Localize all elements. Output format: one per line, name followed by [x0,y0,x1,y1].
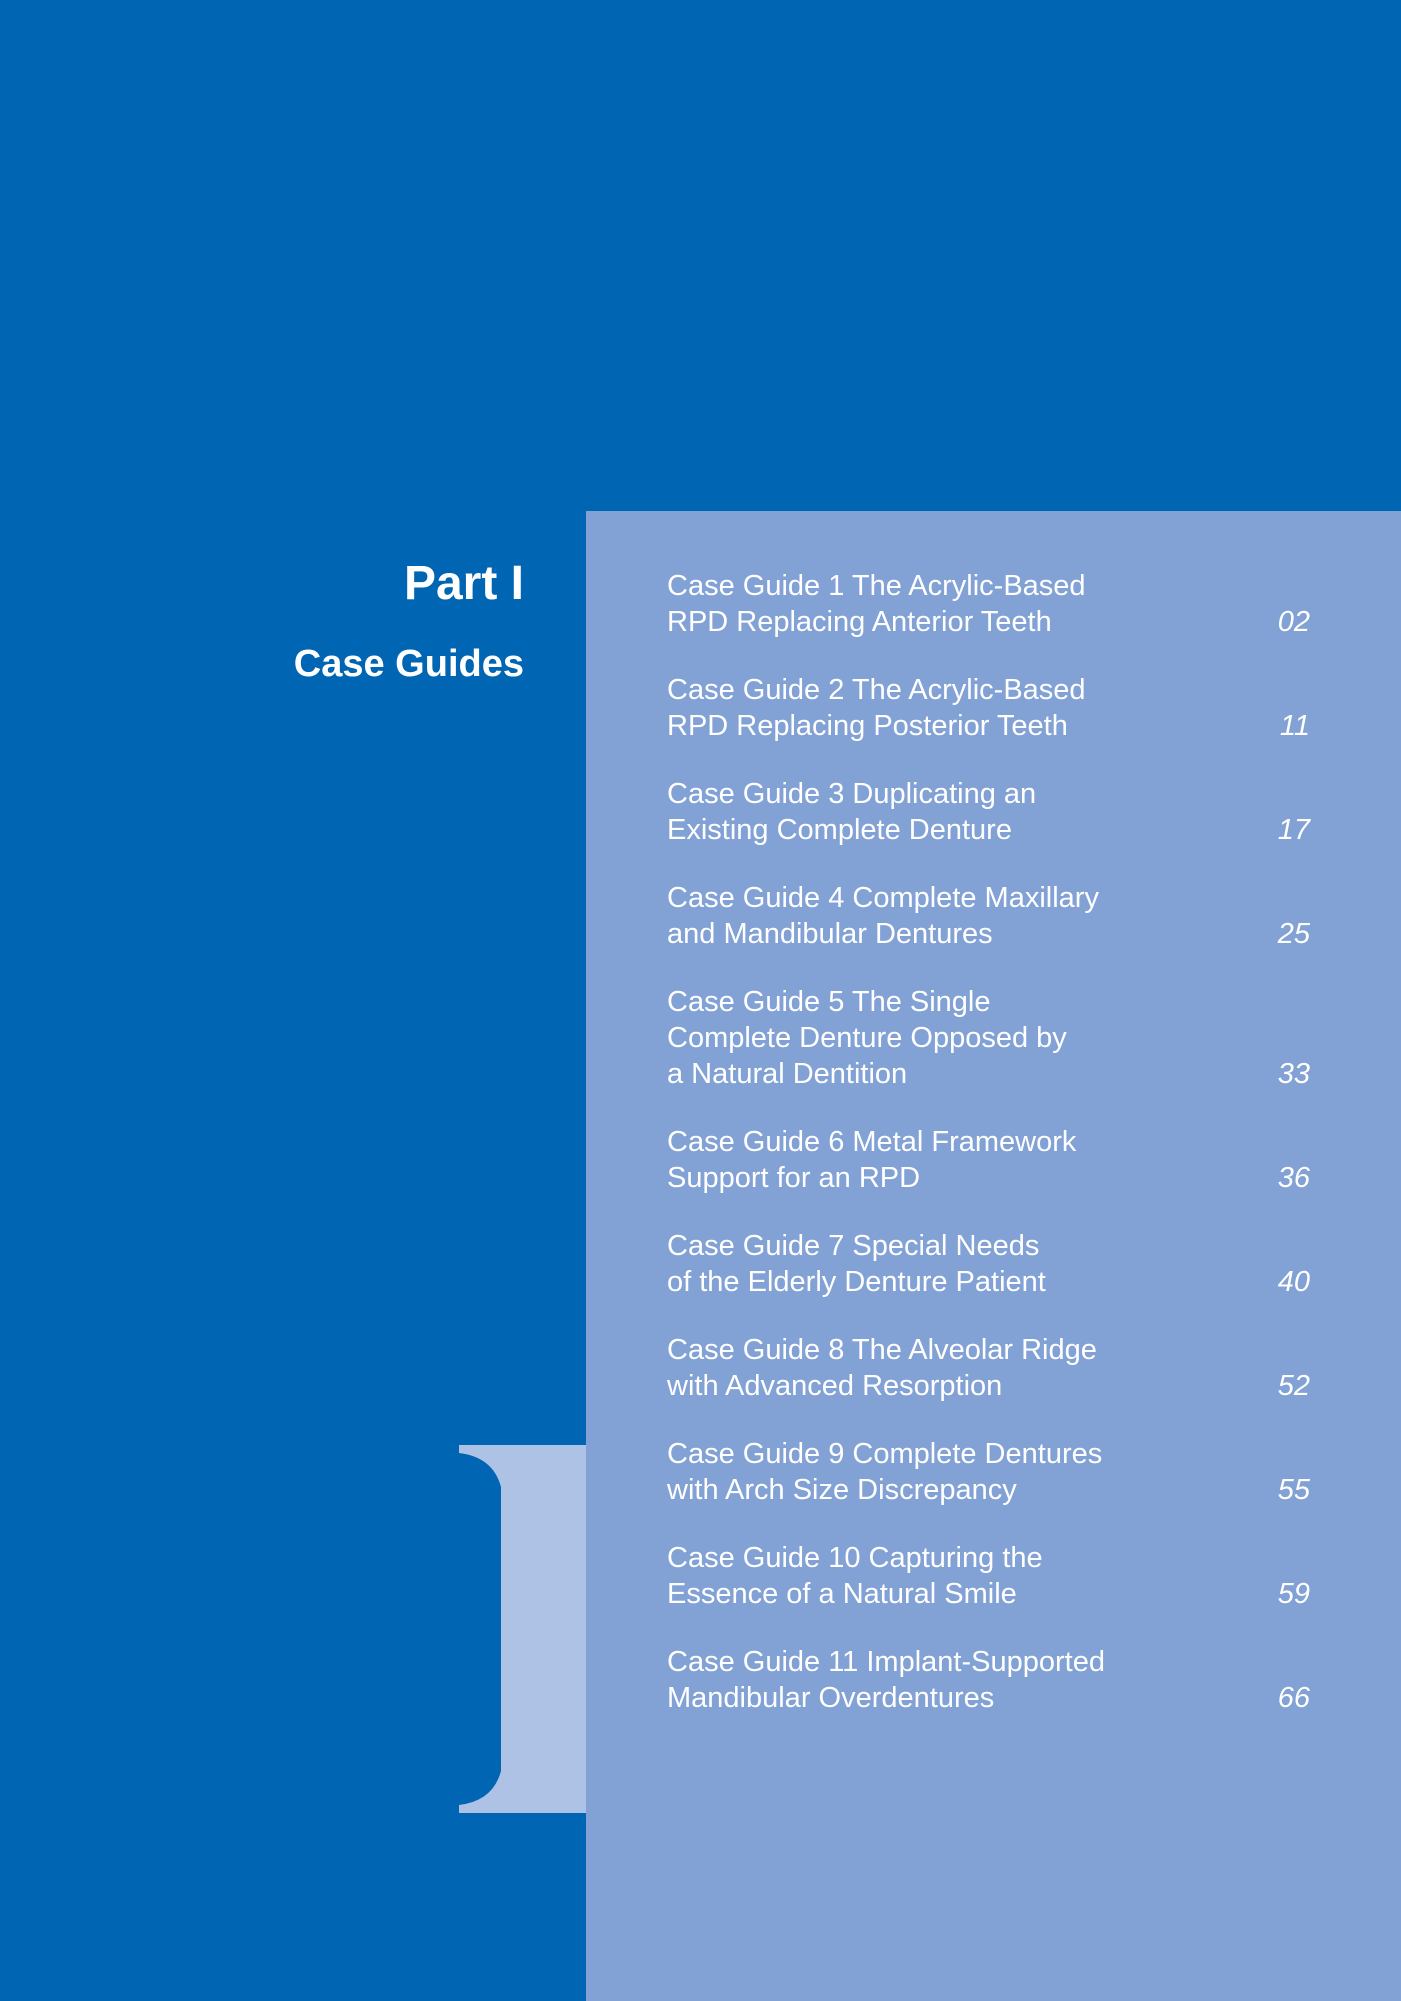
contents-list [667,568,1310,1748]
contents-entry-page-number: 25 [1277,918,1310,950]
contents-panel [586,511,1401,2001]
contents-entry-title-line: Case Guide 11 Implant-Supported [667,1646,1105,1678]
contents-entry-title-line: RPD Replacing Posterior Teeth [667,710,1068,742]
contents-entry-page-number: 59 [1277,1578,1310,1610]
contents-entry[interactable] [667,672,1310,744]
contents-entry-title-line: Case Guide 5 The Single [667,986,991,1018]
contents-entry-title-line: Case Guide 9 Complete Dentures [667,1438,1103,1470]
contents-entry-page-number: 11 [1279,710,1310,742]
contents-entry-title [667,776,1187,848]
contents-entry-title-line: with Advanced Resorption [667,1370,1003,1402]
contents-entry[interactable] [667,984,1310,1092]
contents-entry-title-line: a Natural Dentition [667,1058,908,1090]
contents-entry-title [667,880,1187,952]
contents-entry-title-line: Case Guide 10 Capturing the [667,1542,1043,1574]
contents-entry[interactable] [667,1332,1310,1404]
contents-entry-title-line: Case Guide 7 Special Needs [667,1230,1040,1262]
contents-entry-title [667,1540,1187,1612]
contents-entry-page-number: 40 [1277,1266,1310,1298]
contents-entry-title-line: Case Guide 3 Duplicating an [667,778,1037,810]
contents-entry[interactable] [667,1436,1310,1508]
contents-entry-title-line: Case Guide 8 The Alveolar Ridge [667,1334,1097,1366]
contents-entry-title [667,568,1187,640]
contents-entry-title-line: and Mandibular Dentures [667,918,993,950]
part-subtitle: Case Guides [293,643,524,685]
part-title: Part I [403,557,524,610]
contents-entry-title-line: Complete Denture Opposed by [667,1022,1067,1054]
contents-entry-title [667,984,1187,1092]
contents-entry-page-number: 52 [1277,1370,1310,1402]
contents-entry-title-line: Mandibular Overdentures [667,1682,995,1714]
contents-entry-title-line: Support for an RPD [667,1162,921,1194]
contents-entry-title [667,1436,1187,1508]
contents-entry-title [667,1332,1187,1404]
contents-entry[interactable] [667,1540,1310,1612]
contents-entry-page-number: 02 [1277,606,1310,638]
contents-entry-title [667,1228,1187,1300]
contents-entry-page-number: 66 [1277,1682,1310,1714]
contents-entry-title-line: RPD Replacing Anterior Teeth [667,606,1052,638]
contents-entry-page-number: 36 [1277,1162,1310,1194]
contents-entry-title [667,1124,1187,1196]
contents-entry-title-line: of the Elderly Denture Patient [667,1266,1046,1298]
contents-entry-title-line: Case Guide 2 The Acrylic-Based [667,674,1086,706]
contents-entry-title-line: with Arch Size Discrepancy [667,1474,1017,1506]
contents-entry[interactable] [667,568,1310,640]
contents-entry-title [667,672,1187,744]
contents-entry[interactable] [667,1644,1310,1716]
contents-entry-title-line: Case Guide 1 The Acrylic-Based [667,570,1086,602]
contents-entry-title-line: Case Guide 6 Metal Framework [667,1126,1077,1158]
contents-entry-page-number: 33 [1277,1058,1310,1090]
contents-entry-title-line: Existing Complete Denture [667,814,1012,846]
part-heading [294,548,524,690]
contents-entry-page-number: 17 [1277,814,1310,846]
contents-entry[interactable] [667,1228,1310,1300]
contents-entry[interactable] [667,880,1310,952]
contents-entry-title [667,1644,1187,1716]
contents-entry-page-number: 55 [1277,1474,1310,1506]
contents-entry-title-line: Case Guide 4 Complete Maxillary [667,882,1099,914]
contents-entry-title-line: Essence of a Natural Smile [667,1578,1017,1610]
contents-entry[interactable] [667,776,1310,848]
contents-entry[interactable] [667,1124,1310,1196]
